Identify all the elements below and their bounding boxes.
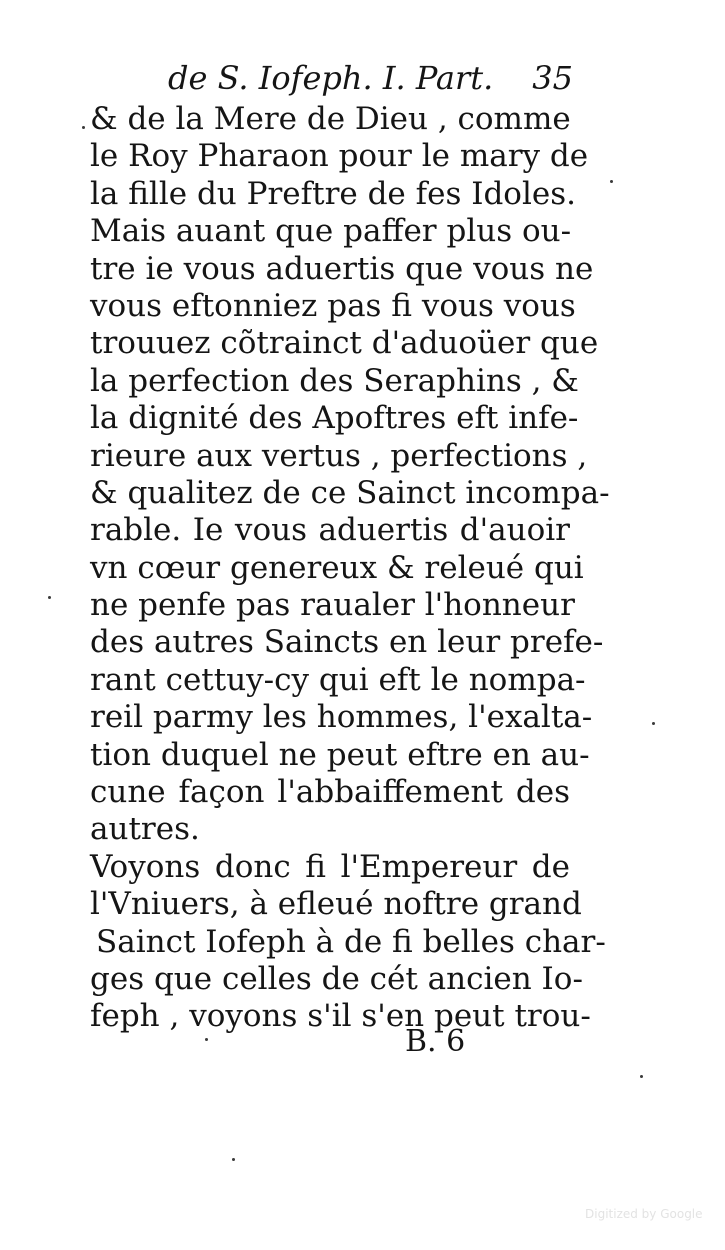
text-line: autres. xyxy=(90,811,200,848)
ink-speck xyxy=(205,1038,208,1041)
text-line: Sainct Iofeph à de fi belles char- xyxy=(96,923,606,960)
text-line: le Roy Pharaon pour le mary de xyxy=(90,138,589,175)
text-line: des autres Saincts en leur prefe- xyxy=(90,624,604,661)
text-line: la perfection des Seraphins , & xyxy=(90,362,579,399)
text-line: Mais auant que paffer plus ou- xyxy=(90,213,572,250)
text-line: rable. Ie vous aduertis d'auoir xyxy=(90,512,570,549)
signature-mark: B. 6 xyxy=(405,1024,466,1059)
ink-speck xyxy=(82,126,85,129)
text-line: ne penfe pas raualer l'honneur xyxy=(90,587,575,624)
ink-speck xyxy=(652,722,655,725)
text-line: cune façon l'abbaiffement des xyxy=(90,774,570,811)
text-line: rieure aux vertus , perfections , xyxy=(90,437,588,474)
text-line: rant cettuy-cy qui eft le nompa- xyxy=(90,661,586,698)
ink-speck xyxy=(640,1075,643,1078)
ink-speck xyxy=(48,596,51,599)
text-line: & qualitez de ce Sainct incompa- xyxy=(90,474,610,511)
ink-speck xyxy=(610,180,613,183)
text-line: ges que celles de cét ancien Io- xyxy=(90,960,583,997)
text-line: la dignité des Apoftres eft infe- xyxy=(90,400,579,437)
text-line: & de la Mere de Dieu , comme xyxy=(90,101,571,137)
text-line: l'Vniuers, à efleué noftre grand xyxy=(90,886,582,923)
text-line: trouuez cõtrainct d'aduoüer que xyxy=(90,325,599,362)
running-head xyxy=(168,58,573,98)
text-line: reil parmy les hommes, l'exalta- xyxy=(90,699,593,736)
page-number: 35 xyxy=(532,59,573,97)
body-text xyxy=(90,101,610,1036)
text-line: Voyons donc fi l'Empereur de xyxy=(90,848,570,885)
text-line: feph , voyons s'il s'en peut trou- xyxy=(90,998,591,1035)
running-title: de S. Iofeph. I. Part. xyxy=(168,59,494,97)
text-line: vous eftonniez pas fi vous vous xyxy=(90,287,576,324)
text-line: tion duquel ne peut eftre en au- xyxy=(90,736,590,773)
watermark: Digitized by Google xyxy=(585,1207,703,1221)
text-line: la fille du Preftre de fes Idoles. xyxy=(90,175,576,212)
ink-speck xyxy=(232,1158,235,1161)
text-line: vn cœur genereux & releué qui xyxy=(90,549,584,586)
text-line: tre ie vous aduertis que vous ne xyxy=(90,250,594,287)
